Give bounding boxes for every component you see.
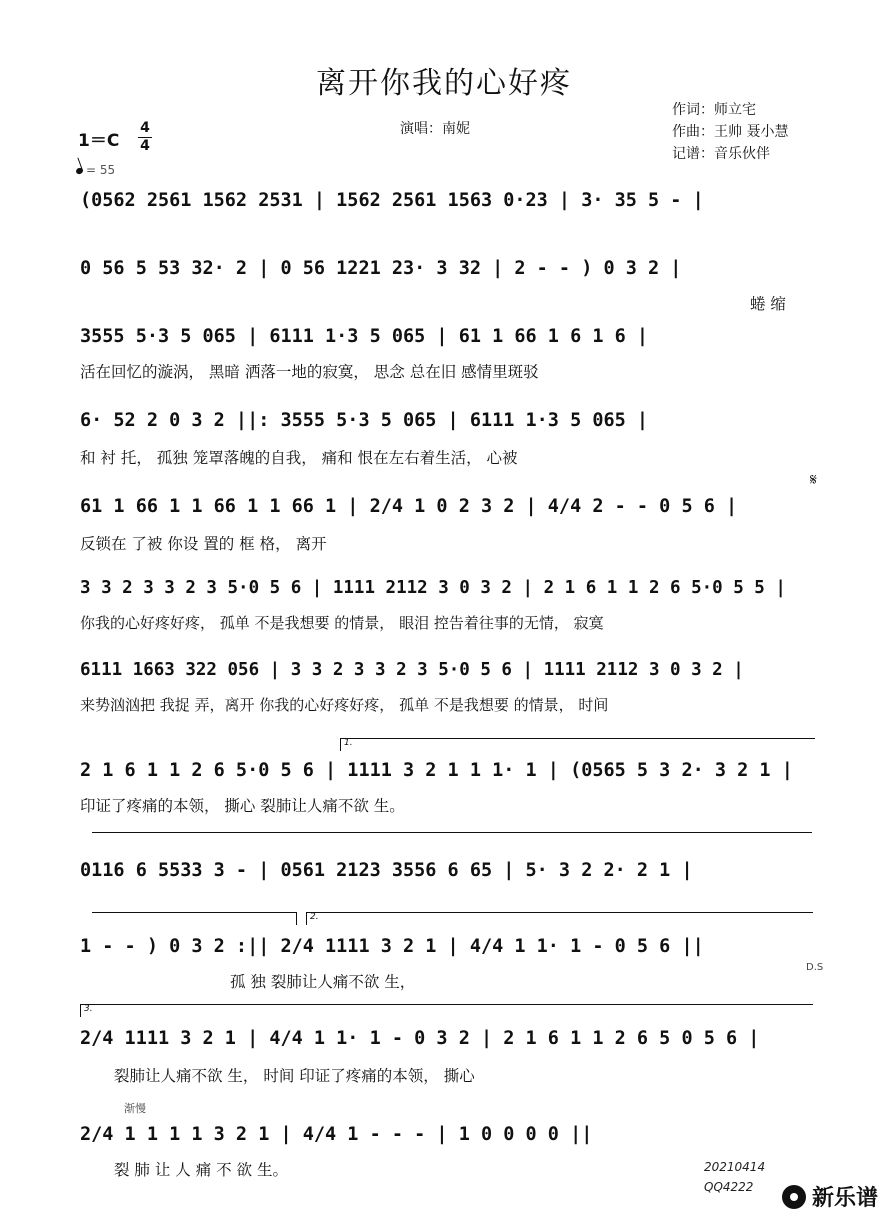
- song-title: 离开你我的心好疼: [316, 66, 572, 101]
- key-signature: 1＝C: [78, 131, 120, 151]
- composer-credit: 作曲：王帅 聂小慧: [672, 124, 789, 140]
- lyrics-line-2: 蜷 缩: [750, 295, 786, 313]
- ds-mark: D.S: [806, 962, 824, 973]
- notes-line-5: 61 1 66 1 1 66 1 1 66 1 | 2/4 1 0 2 3 2 | 4/4 2 - - 0 5 6 |: [80, 496, 738, 517]
- lyrics-line-12: 裂 肺 让 人 痛 不 欲 生。: [114, 1161, 288, 1179]
- time-signature: [138, 120, 152, 155]
- volta-1-bracket: [340, 738, 815, 751]
- lyrics-line-6: 你我的心好疼好疼， 孤单 不是我想要 的情景， 眼泪 控告着往事的无情， 寂寞: [80, 614, 604, 632]
- notes-line-6: 3 3 2 3 3 2 3 5·0 5 6 | 1111 2112 3 0 3 2 | 2 1 6 1 1 2 6 5·0 5 5 |: [80, 578, 786, 598]
- tempo-value: = 55: [86, 163, 116, 177]
- lyrics-line-8: 印证了疼痛的本领， 撕心 裂肺让人痛不欲 生。: [80, 797, 405, 815]
- volta-3-bracket: [80, 1004, 813, 1017]
- notes-line-1: (0562 2561 1562 2531 | 1562 2561 1563 0·23 | 3· 35 5 - |: [80, 190, 704, 211]
- time-signature-bottom: 4: [138, 137, 152, 155]
- lyrics-line-4: 和 衬 托， 孤独 笼罩落魄的自我， 痛和 恨在左右着生活， 心被: [80, 449, 518, 467]
- transcriber-credit: 记谱：音乐伙伴: [672, 146, 770, 162]
- footer-date: 20210414: [704, 1160, 766, 1174]
- notes-line-3: 3555 5·3 5 065 | 6111 1·3 5 065 | 61 1 66 1 6 1 6 |: [80, 326, 649, 347]
- tempo-marking: [76, 163, 115, 177]
- section-separator: [92, 832, 812, 833]
- notes-line-11: 2/4 1111 3 2 1 | 4/4 1 1· 1 - 0 3 2 | 2 1 6 1 1 2 6 5 0 5 6 |: [80, 1028, 760, 1049]
- ritardando-mark: 渐慢: [124, 1102, 146, 1115]
- volta-1-label: 1.: [344, 738, 353, 748]
- segno-icon: 𝄋: [810, 470, 817, 489]
- lyrics-line-10: 孤 独 裂肺让人痛不欲 生，: [230, 973, 416, 991]
- lyrics-line-11: 裂肺让人痛不欲 生， 时间 印证了疼痛的本领， 撕心: [114, 1067, 475, 1085]
- notes-line-4: 6· 52 2 0 3 2 ||: 3555 5·3 5 065 | 6111 1·3 5 065 |: [80, 410, 649, 431]
- quarter-note-icon: [75, 167, 84, 175]
- volta-1-end-bracket: [92, 912, 297, 925]
- volta-2-bracket: [306, 912, 813, 925]
- brand-name: 新乐谱: [811, 1186, 878, 1211]
- notes-line-7: 6111 1663 322 056 | 3 3 2 3 3 2 3 5·0 5 6 | 1111 2112 3 0 3 2 |: [80, 660, 744, 680]
- lyrics-line-5: 反锁在 了被 你设 置的 框 格， 离开: [80, 535, 327, 553]
- vinyl-record-icon: [782, 1185, 806, 1209]
- volta-2-label: 2.: [310, 912, 319, 922]
- volta-3-label: 3.: [84, 1004, 93, 1014]
- lyricist-credit: 作词：师立宅: [672, 102, 756, 118]
- notes-line-10: 1 - - ) 0 3 2 :|| 2/4 1111 3 2 1 | 4/4 1 1· 1 - 0 5 6 ||: [80, 936, 704, 957]
- notes-line-12: 2/4 1 1 1 1 3 2 1 | 4/4 1 - - - | 1 0 0 0 0 ||: [80, 1124, 593, 1145]
- notes-line-8: 2 1 6 1 1 2 6 5·0 5 6 | 1111 3 2 1 1 1· 1 | (0565 5 3 2· 3 2 1 |: [80, 760, 793, 781]
- footer-qq: QQ4222: [704, 1180, 754, 1194]
- singer-credit: 演唱：南妮: [400, 121, 470, 137]
- time-signature-top: 4: [140, 120, 150, 136]
- notes-line-2: 0 56 5 53 32· 2 | 0 56 1221 23· 3 32 | 2 - - ) 0 3 2 |: [80, 258, 682, 279]
- lyrics-line-7: 来势汹汹把 我捉 弄，离开 你我的心好疼好疼， 孤单 不是我想要 的情景， 时间: [80, 696, 609, 714]
- brand-watermark: [782, 1181, 878, 1212]
- lyrics-line-3: 活在回忆的漩涡， 黑暗 洒落一地的寂寞， 思念 总在旧 感情里斑驳: [80, 363, 539, 381]
- notes-line-9: 0116 6 5533 3 - | 0561 2123 3556 6 65 | 5· 3 2 2· 2 1 |: [80, 860, 693, 881]
